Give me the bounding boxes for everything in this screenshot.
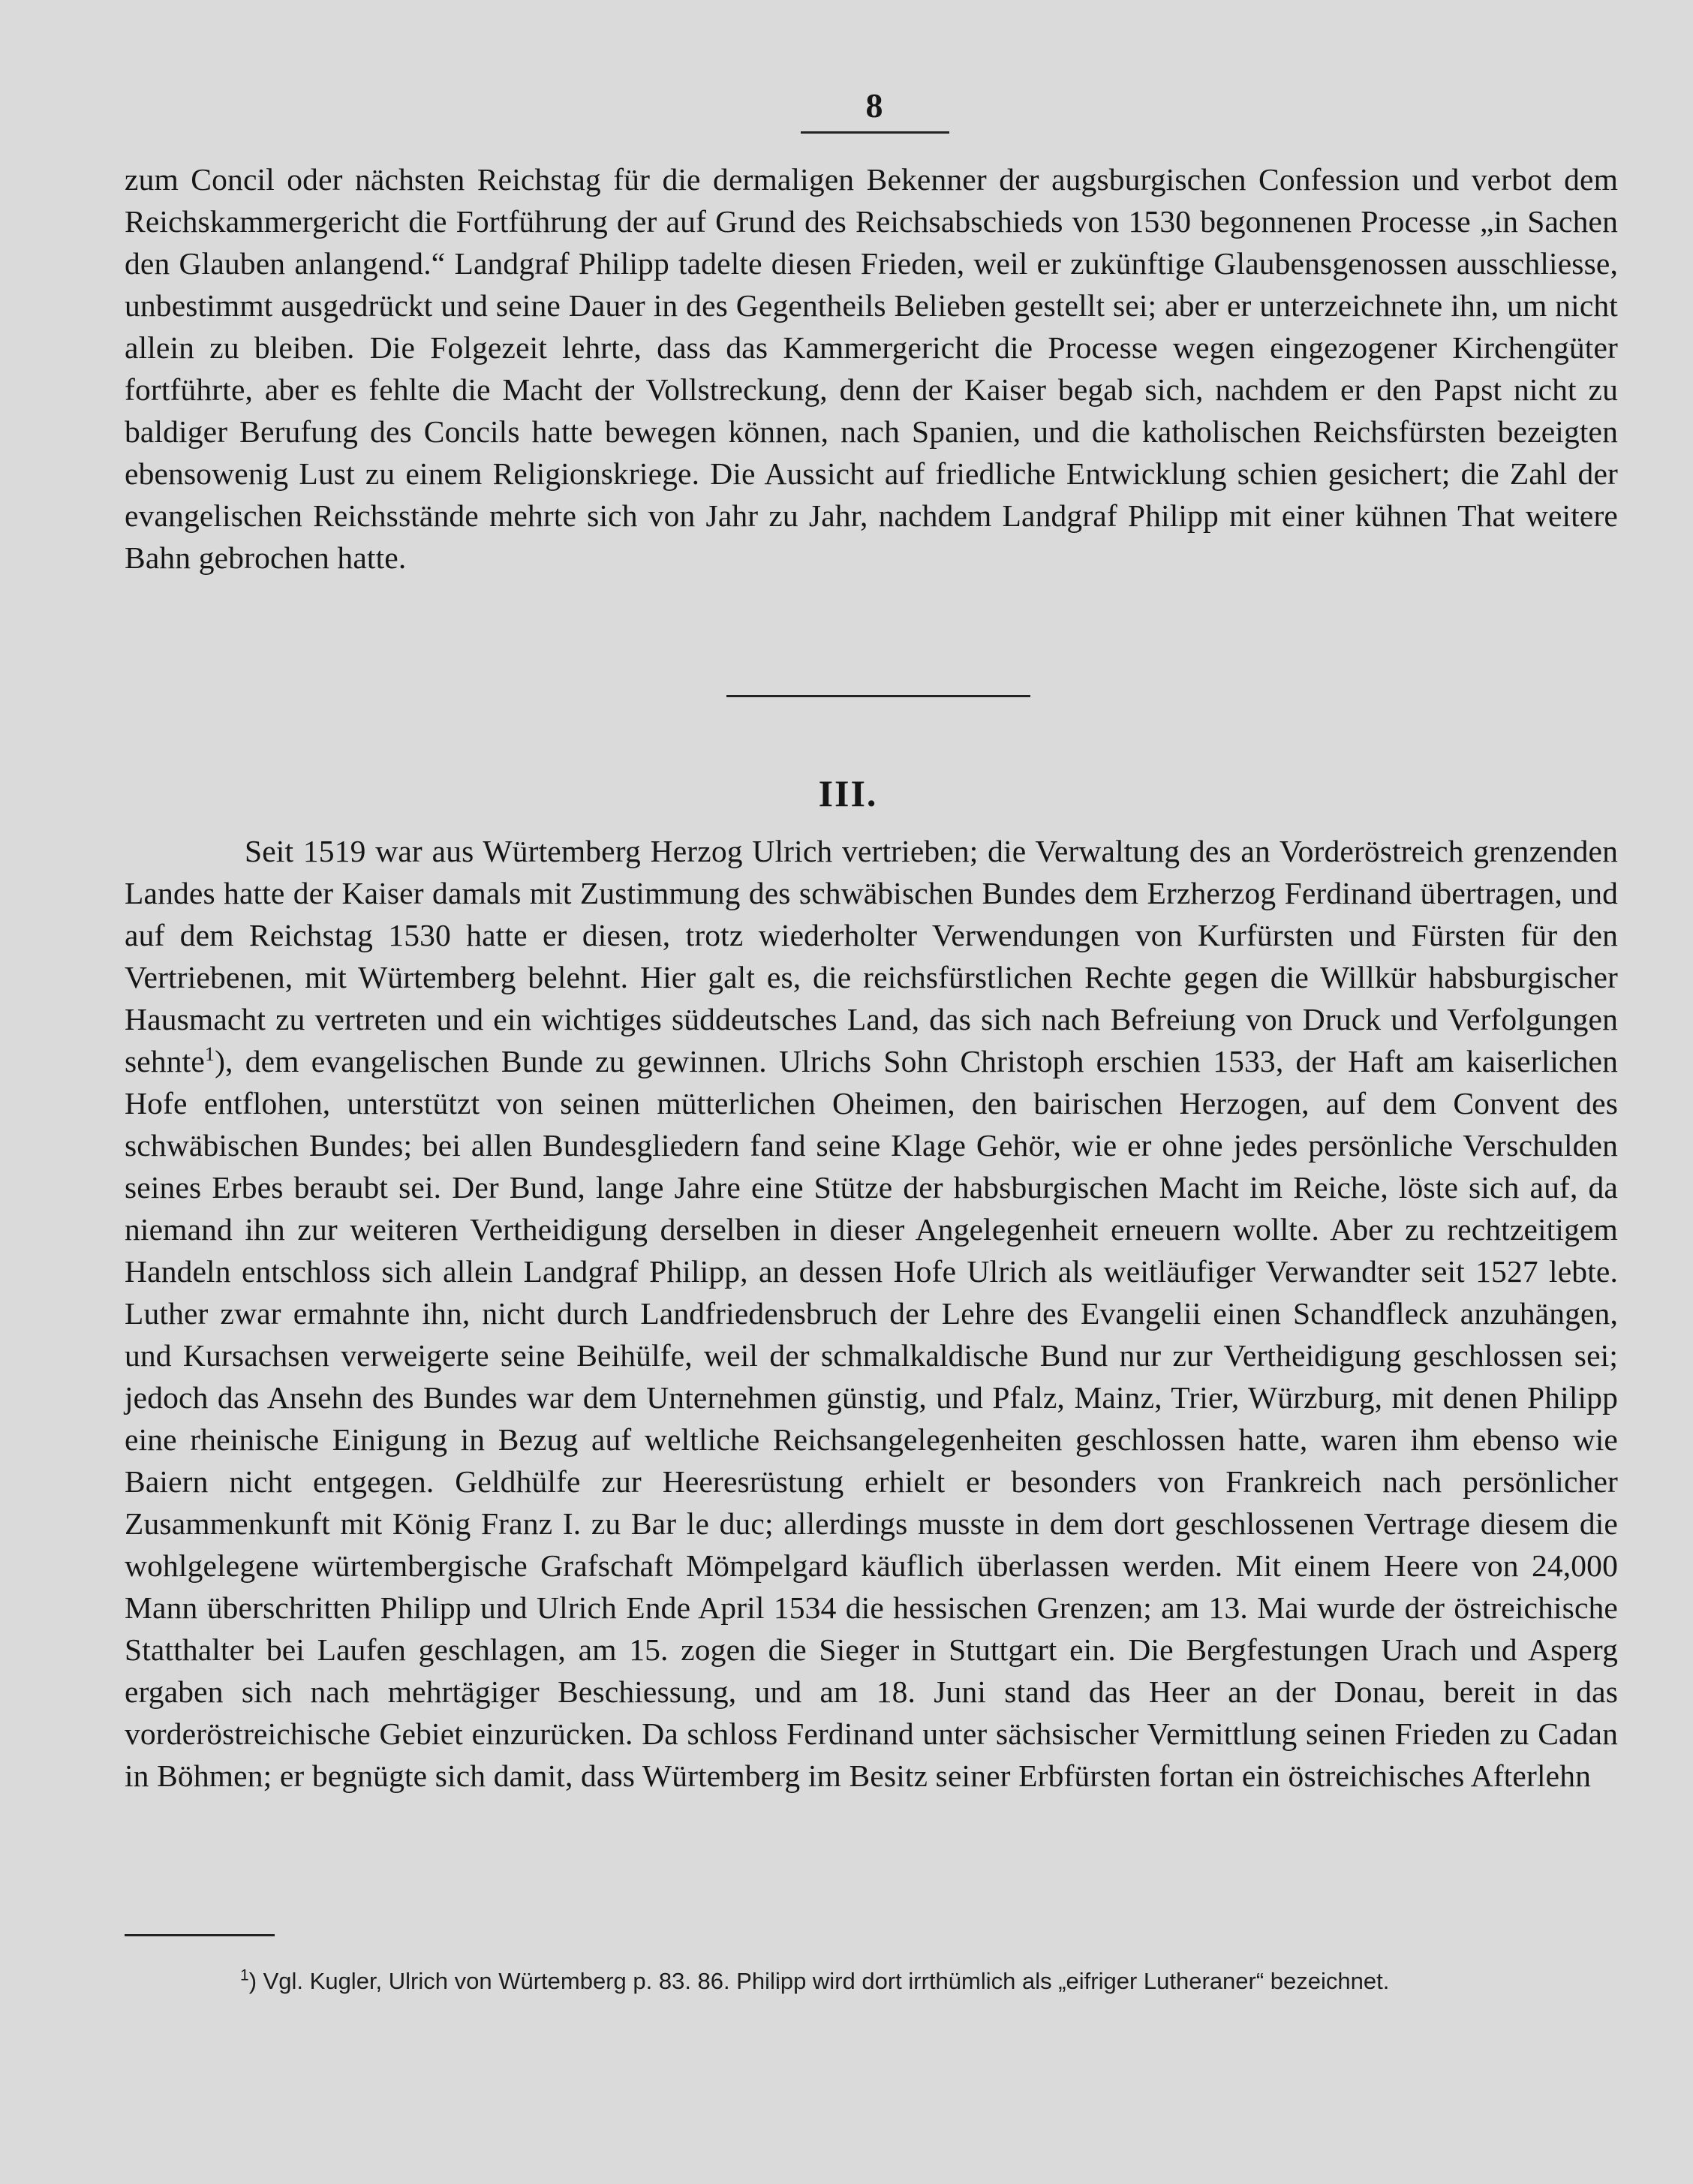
footnote-text: ) Vgl. Kugler, Ulrich von Würtemberg p. 83. 86. Philipp wird dort irrthümlich als „eifriger Lutheraner“ bezeichnet. — [248, 1968, 1390, 1994]
footnote-reference: 1 — [204, 1043, 215, 1066]
paragraph-text-part-a: Seit 1519 war aus Würtemberg Herzog Ulrich vertrieben; die Verwaltung des an Vorderöstreich grenzenden Landes hatte der Kaiser damals mit Zustimmung des schwäbischen Bundes dem Erzherzog Ferdinand übertragen, und auf dem Reichstag 1530 hatte er diesen, trotz wiederholter Verwendungen von Kurfürsten und Fürsten für den Vertriebenen, mit Würtemberg belehnt. Hier galt es, die reichsfürstlichen Rechte gegen die Willkür habsburgischer Hausmacht zu vertreten und ein wichtiges süddeutsches Land, das sich nach Befreiung von Druck und Verfolgungen sehnte — [125, 834, 1618, 1078]
section-divider — [726, 695, 1030, 697]
page-number-underline — [801, 131, 949, 134]
footnote-divider — [125, 1934, 275, 1936]
page-number: 8 — [865, 86, 883, 125]
footnote — [240, 1966, 1621, 1996]
section-heading: III. — [818, 772, 878, 814]
paragraph-section-3 — [125, 830, 1618, 1797]
paragraph-continuation: zum Concil oder nächsten Reichstag für die dermaligen Bekenner der augsburgischen Confession und verbot dem Reichskammergericht die Fortführung der auf Grund des Reichsabschieds von 1530 begonnenen Processe „in Sachen den Glauben anlangend.“ Landgraf Philipp tadelte diesen Frieden, weil er zukünftige Glaubensgenossen ausschliesse, unbestimmt ausgedrückt und seine Dauer in des Gegentheils Belieben gestellt sei; aber er unterzeichnete ihn, um nicht allein zu bleiben. Die Folgezeit lehrte, dass das Kammergericht die Processe wegen eingezogener Kirchengüter fortführte, aber es fehlte die Macht der Vollstreckung, denn der Kaiser begab sich, nachdem er den Papst nicht zu baldiger Berufung des Concils hatte bewegen können, nach Spanien, und die katholischen Reichsfürsten bezeigten ebensowenig Lust zu einem Religionskriege. Die Aussicht auf friedliche Entwicklung schien gesichert; die Zahl der evangelischen Reichsstände mehrte sich von Jahr zu Jahr, nachdem Landgraf Philipp mit einer kühnen That weitere Bahn gebrochen hatte. — [125, 162, 1618, 575]
paragraph-text-part-b: ), dem evangelischen Bunde zu gewinnen. Ulrichs Sohn Christoph erschien 1533, der Haft am kaiserlichen Hofe entflohen, unterstützt von seinen mütterlichen Oheimen, den bairischen Herzogen, auf dem Convent des schwäbischen Bundes; bei allen Bundesgliedern fand seine Klage Gehör, wie er ohne jedes persönliche Verschulden seines Erbes beraubt sei. Der Bund, lange Jahre eine Stütze der habsburgischen Macht im Reiche, löste sich auf, da niemand ihn zur weiteren Vertheidigung derselben in dieser Angelegenheit erneuern wollte. Aber zu rechtzeitigem Handeln entschloss sich allein Landgraf Philipp, an dessen Hofe Ulrich als weitläufiger Verwandter seit 1527 lebte. Luther zwar ermahnte ihn, nicht durch Landfriedensbruch der Lehre des Evangelii einen Schandfleck anzuhängen, und Kursachsen verweigerte seine Beihülfe, weil der schmalkaldische Bund nur zur Vertheidigung geschlossen sei; jedoch das Ansehn des Bundes war dem Unternehmen günstig, und Pfalz, Mainz, Trier, Würzburg, mit denen Philipp eine rheinische Einigung in Bezug auf weltliche Reichsangelegenheiten geschlossen hatte, waren ihm ebenso wie Baiern nicht entgegen. Geldhülfe zur Heeresrüstung erhielt er besonders von Frankreich nach persönlicher Zusammenkunft mit König Franz I. zu Bar le duc; allerdings musste in dem dort geschlossenen Vertrage diesem die wohlgelegene würtembergische Grafschaft Mömpelgard käuflich überlassen werden. Mit einem Heere von 24,000 Mann überschritten Philipp und Ulrich Ende April 1534 die hessischen Grenzen; am 13. Mai wurde der östreichische Statthalter bei Laufen geschlagen, am 15. zogen die Sieger in Stuttgart ein. Die Bergfestungen Urach und Asperg ergaben sich nach mehrtägiger Beschiessung, und am 18. Juni stand das Heer an der Donau, bereit in das vorderöstreichische Gebiet einzurücken. Da schloss Ferdinand unter sächsischer Vermittlung seinen Frieden zu Cadan in Böhmen; er begnügte sich damit, dass Würtemberg im Besitz seiner Erbfürsten fortan ein östreichisches Afterlehn — [125, 1044, 1618, 1793]
footnote-marker: 1 — [240, 1966, 249, 1984]
